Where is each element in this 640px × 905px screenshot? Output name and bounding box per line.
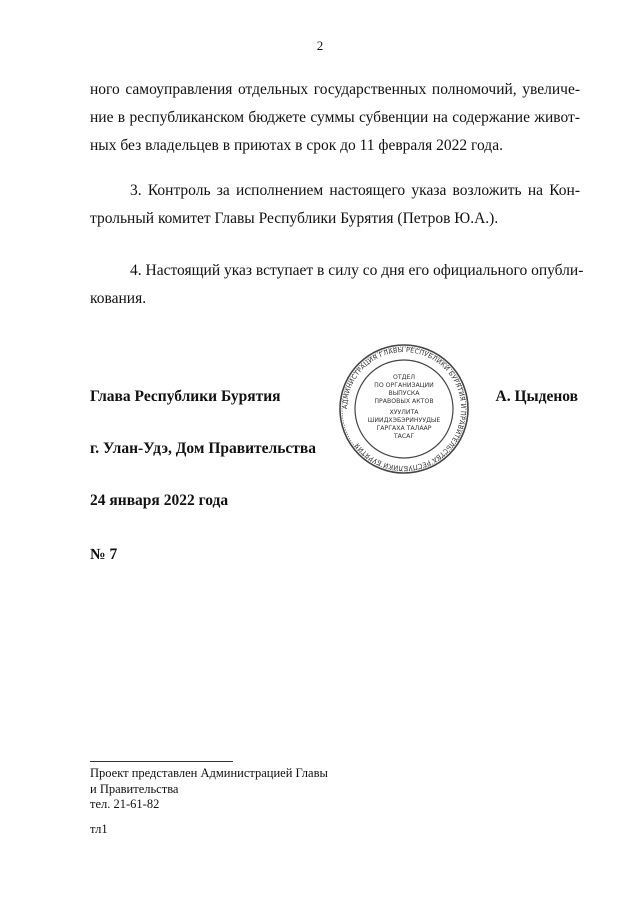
text-line: 3. Контроль за исполнением настоящего указа возложить на Кон-	[130, 182, 580, 199]
footnote-line: Проект представлен Администрацией Главы	[90, 766, 328, 780]
footnote-divider	[90, 761, 233, 762]
seal-text-line: ГАРГАХА ТАЛААР	[376, 425, 432, 432]
seal-text-line: ОТДЕЛ	[392, 374, 416, 381]
document-code: тл1	[90, 822, 108, 836]
text-line: 4. Настоящий указ вступает в силу со дня его официального опубли-	[130, 262, 584, 279]
paragraph-2-continuation	[90, 76, 580, 160]
seal-text-line: ТАСАГ	[393, 433, 415, 440]
text-line: кования.	[90, 290, 147, 307]
issue-date: 24 января 2022 года	[90, 492, 229, 509]
paragraph-4	[90, 257, 584, 313]
footnote-line: тел. 21-61-82	[90, 797, 160, 811]
text-line: ние в республиканском бюджете суммы субвенции на содержание живот-	[90, 109, 580, 126]
issue-place: г. Улан-Удэ, Дом Правительства	[90, 440, 317, 457]
seal-text-line: ШИИДХЭБЭРИНУУДЫЕ	[367, 417, 441, 424]
signatory-title: Глава Республики Бурятия	[90, 388, 281, 405]
seal-text-line: ПРАВОВЫХ АКТОВ	[374, 398, 434, 405]
paragraph-3	[90, 177, 580, 233]
text-line: ных без владельцев в приютах в срок до 11 февраля 2022 года.	[90, 137, 503, 154]
page-number: 2	[316, 38, 324, 53]
text-line: ного самоуправления отдельных государственных полномочий, увеличе-	[90, 81, 580, 98]
signatory-name: А. Цыденов	[495, 388, 578, 405]
seal-text-line: ХУУЛИТА	[389, 409, 419, 416]
text-line: трольный комитет Главы Республики Бурятия (Петров Ю.А.).	[90, 210, 499, 227]
seal-text-line: ПО ОРГАНИЗАЦИИ	[374, 382, 434, 389]
official-seal-stamp	[337, 342, 471, 476]
seal-text-line: ВЫПУСКА	[388, 390, 420, 397]
seal-outer-text: АДМИНИСТРАЦИЯ ГЛАВЫ РЕСПУБЛИКИ БУРЯТИЯ И ПРАВИТЕЛЬСТВА РЕСПУБЛИКИ БУРЯТИЯ	[340, 345, 468, 473]
decree-number: № 7	[90, 546, 118, 563]
footnote-line: и Правительства	[90, 781, 179, 796]
footnote	[90, 766, 328, 813]
